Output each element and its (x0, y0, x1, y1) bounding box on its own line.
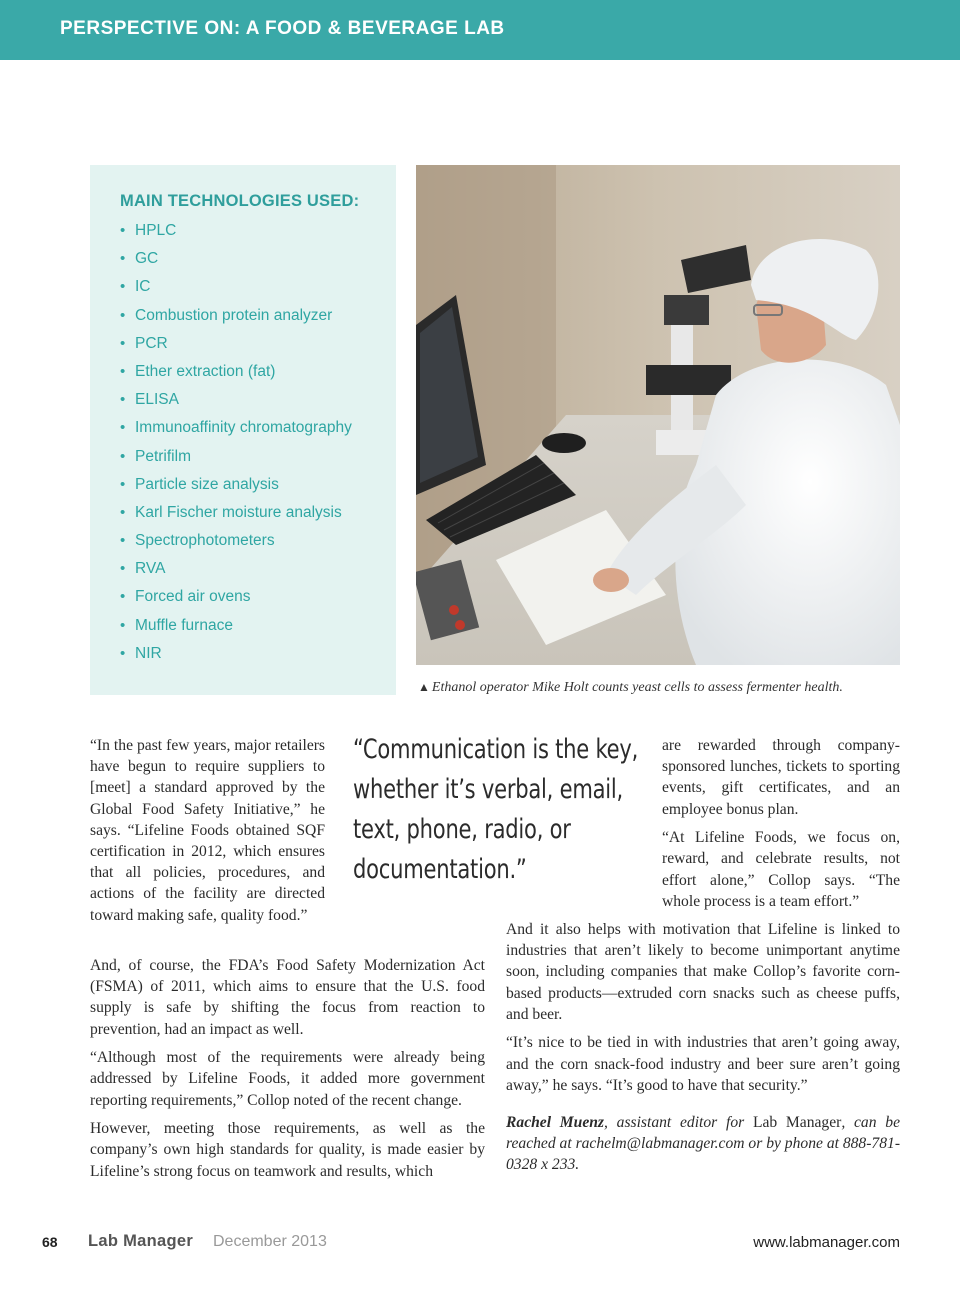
technologies-list (120, 217, 352, 668)
author-note: Rachel Muenz, assistant editor for Lab Manager, can be reached at rachelm@labmanager.com or by phone at 888-781-0328 x 233. (506, 1114, 901, 1174)
article-column-right-bottom (506, 919, 900, 1183)
technology-item: • Particle size analysis (120, 475, 279, 493)
technology-item: • NIR (120, 644, 162, 662)
technology-item: • Karl Fischer moisture analysis (120, 503, 342, 521)
page-number: 68 (42, 1234, 58, 1250)
pull-quote: “Communication is the key, whether it’s verbal, email, text, phone, radio, or documentation.” (353, 734, 639, 885)
technology-item: • Spectrophotometers (120, 532, 275, 550)
technology-item: • Immunoaffinity chromatography (120, 419, 352, 437)
technology-item: • RVA (120, 560, 166, 578)
photo-caption: ▲ Ethanol operator Mike Holt counts yeast cells to assess fermenter health. (418, 680, 843, 695)
article-paragraph: And, of course, the FDA’s Food Safety Modernization Act (FSMA) of 2011, which aims to ensure that the U.S. food supply is safe by shifting the focus from reaction to prevention, had an impact as well. (90, 957, 485, 1038)
technology-item: • Muffle furnace (120, 616, 233, 634)
magazine-name: Lab Manager (88, 1232, 194, 1250)
publication-name: Lab Manager (752, 1114, 842, 1132)
section-title: PERSPECTIVE ON: A FOOD & BEVERAGE LAB (60, 18, 505, 39)
technology-item: • PCR (120, 334, 168, 352)
page-footer (0, 1228, 960, 1258)
technology-item: • Forced air ovens (120, 588, 251, 606)
article-paragraph: And it also helps with motivation that Lifeline is linked to industries that aren’t likely to become unimportant anytime soon, including companies that make Collop’s favorite corn-based products—extruded corn snacks such as cheese puffs, and beer. (506, 921, 900, 1023)
technologies-heading: MAIN TECHNOLOGIES USED: (120, 192, 360, 210)
technologies-sidebar (90, 165, 396, 695)
article-paragraph: “At Lifeline Foods, we focus on, reward, and celebrate results, not effort alone,” Collop says. “The whole process is a team effort.” (662, 829, 900, 910)
website-url: www.labmanager.com (753, 1234, 900, 1251)
article-column-right-top (662, 735, 900, 919)
article-paragraph: However, meeting those requirements, as well as the company’s own high standards for quality, is made easier by Lifeline’s strong focus on teamwork and results, which (90, 1120, 485, 1180)
issue-date: December 2013 (213, 1233, 327, 1250)
article-column-left-top (90, 735, 325, 933)
technology-item: • HPLC (120, 222, 177, 239)
article-paragraph: “In the past few years, major retailers have begun to require suppliers to [meet] a standard approved by the Global Food Safety Initiative,” he says. “Lifeline Foods obtained SQF certification in 2012, which ensures that all policies, procedures, and actions of the facility are directed toward making safe, quality food.” (90, 737, 325, 924)
article-paragraph: “Although most of the requirements were already being addressed by Lifeline Foods, it added more government reporting requirements,” Collop noted of the recent change. (90, 1049, 485, 1109)
article-paragraph: “It’s nice to be tied in with industries that aren’t going away, and the corn snack-food industry and beer sure aren’t going away,” he says. “It’s good to have that security.” (506, 1034, 900, 1094)
caption-arrow-icon: ▲ (418, 680, 430, 694)
technology-item: • Ether extraction (fat) (120, 362, 276, 380)
technology-item: • ELISA (120, 391, 179, 409)
article-paragraph: are rewarded through company-sponsored lunches, tickets to sporting events, gift certificates, and an employee bonus plan. (662, 737, 900, 818)
technology-item: • Combustion protein analyzer (120, 306, 333, 324)
technology-item: • Petrifilm (120, 447, 191, 465)
article-column-left-bottom (90, 955, 485, 1189)
technology-item: • IC (120, 278, 151, 296)
author-name: Rachel Muenz (506, 1114, 604, 1132)
lab-photo (416, 165, 900, 665)
technology-item: • GC (120, 250, 159, 268)
section-header-bar (0, 0, 960, 60)
